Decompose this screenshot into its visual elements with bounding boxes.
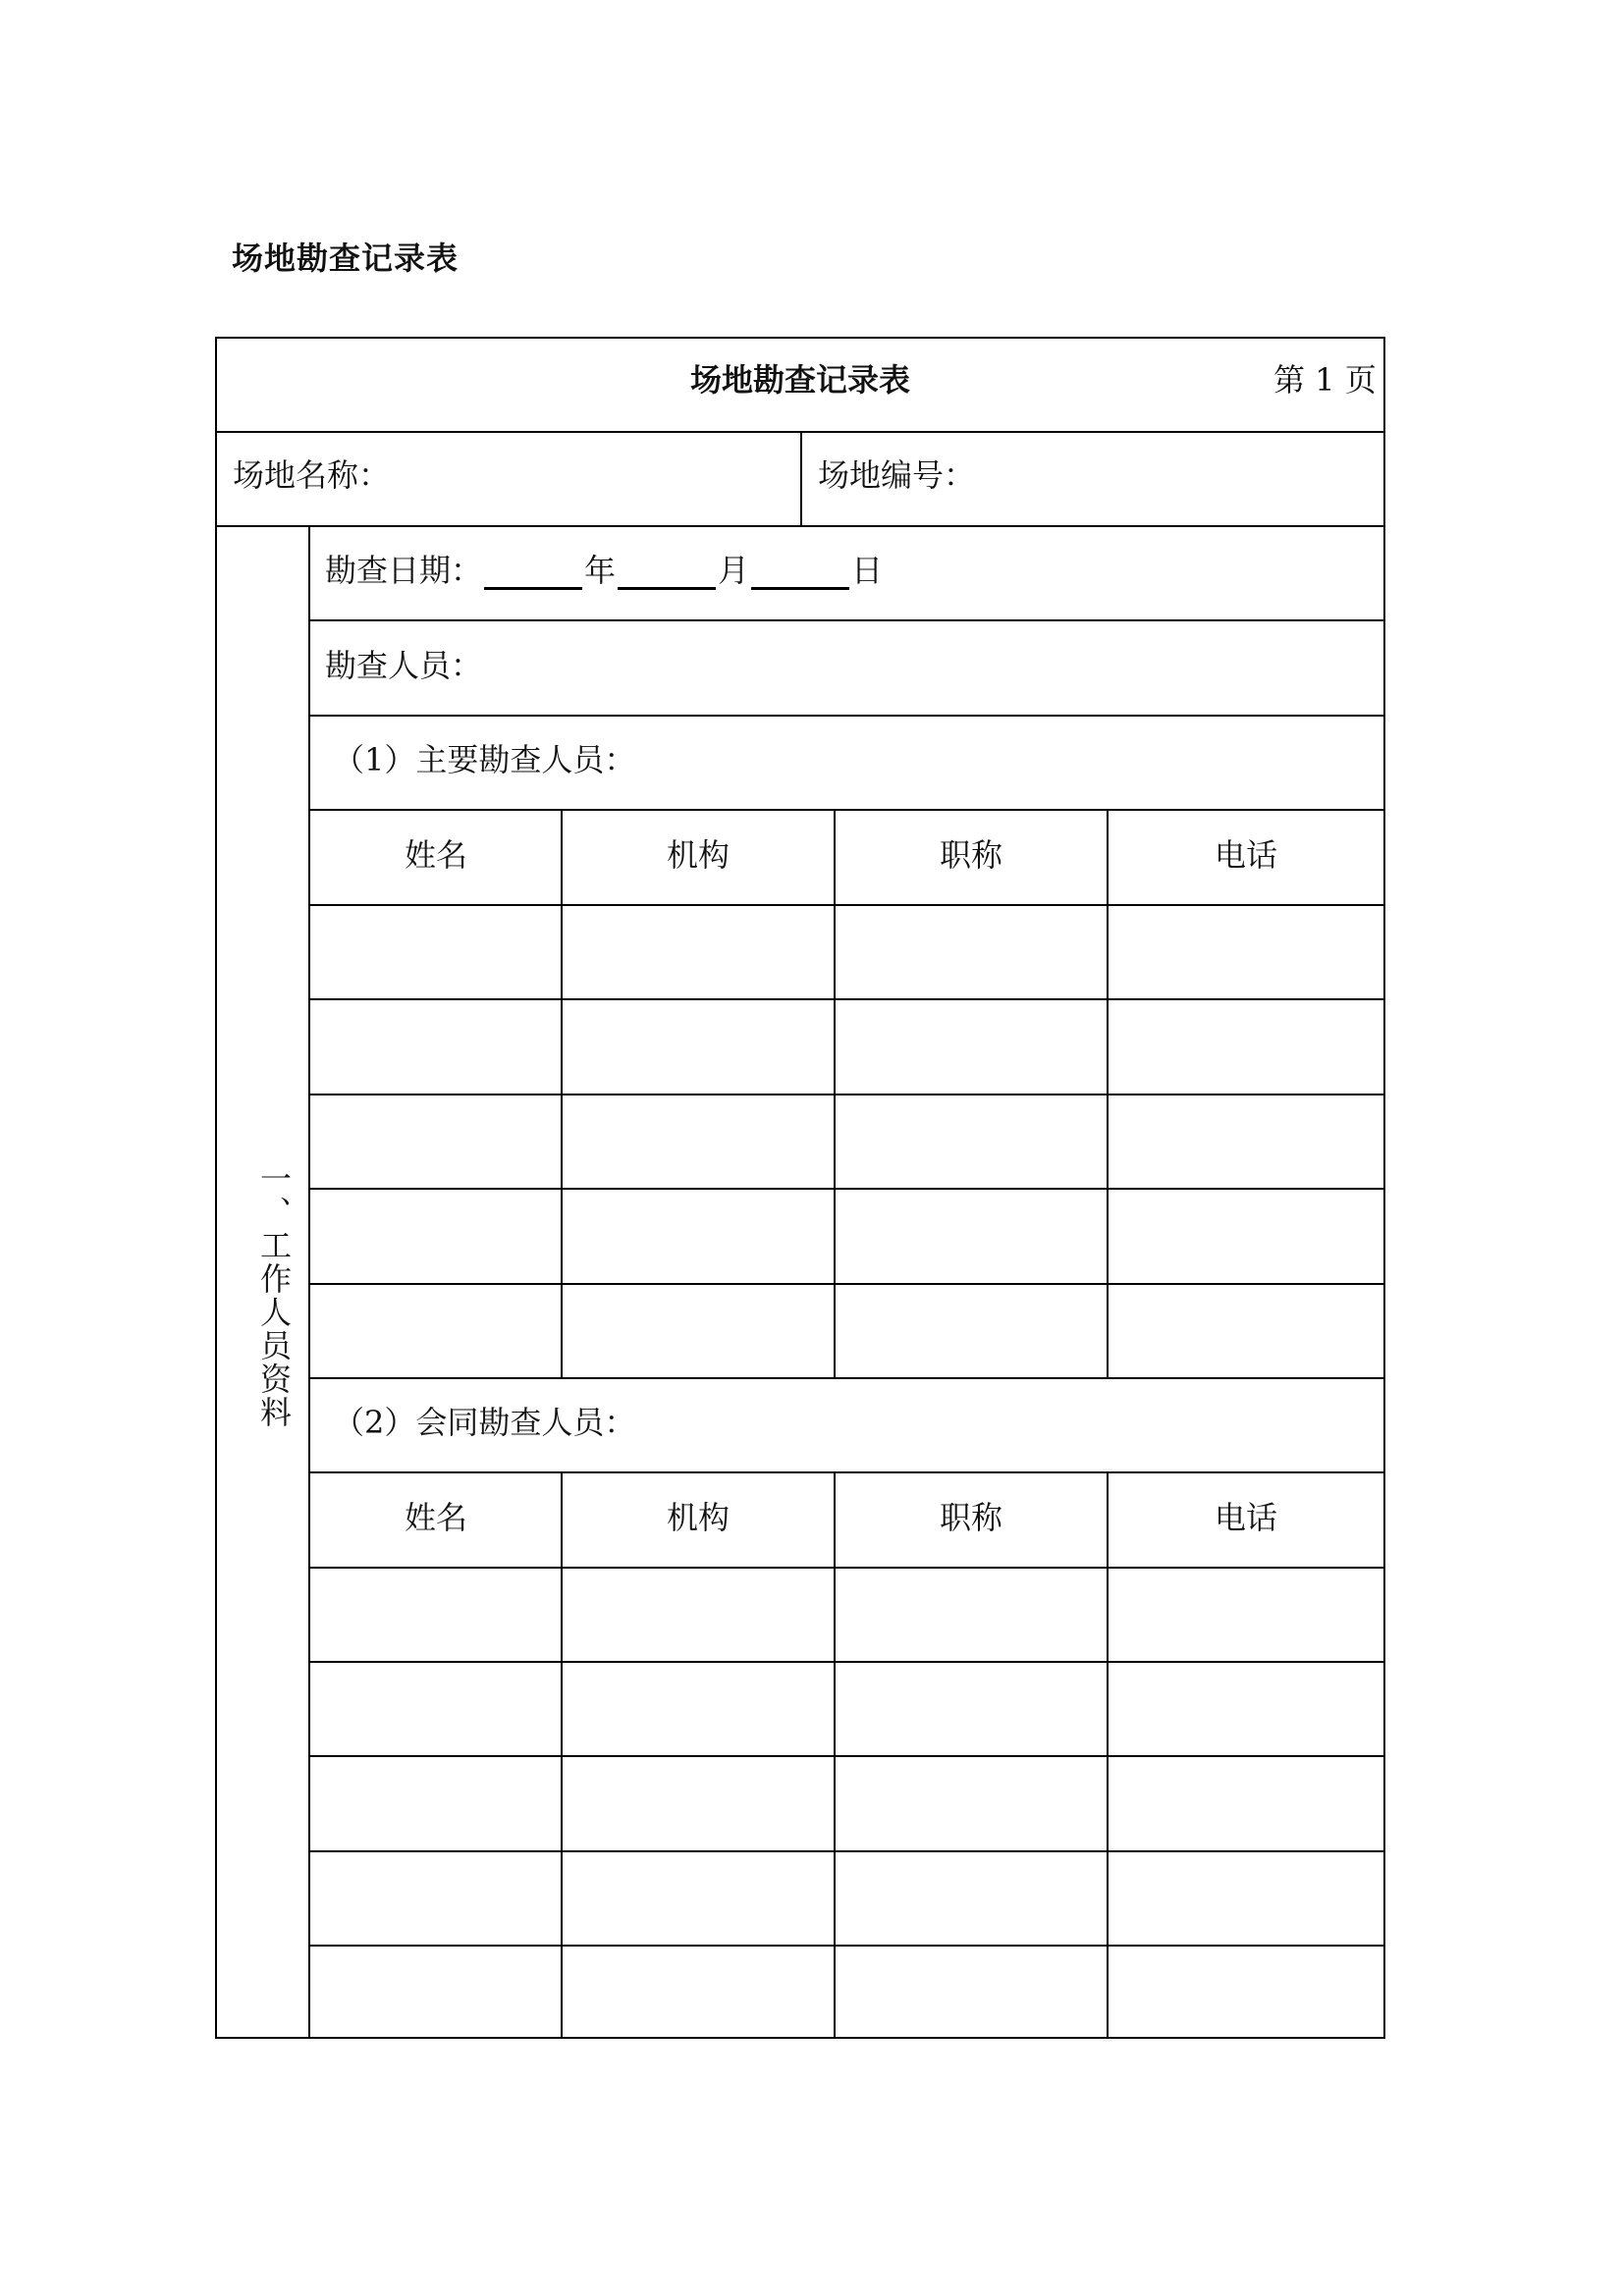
day-label: 日 xyxy=(851,552,884,589)
document-title: 场地勘查记录表 xyxy=(232,240,460,277)
section-label: 一、工作人员资料 xyxy=(255,1162,293,1429)
row-divider xyxy=(308,1377,1383,1379)
joint-col-org: 机构 xyxy=(666,1499,730,1536)
main-col-phone: 电话 xyxy=(1214,836,1277,874)
main-table-row[interactable] xyxy=(310,1095,1383,1188)
joint-inspectors-label: （2）会同勘查人员： xyxy=(333,1404,636,1441)
joint-table-row[interactable] xyxy=(310,1852,1383,1945)
survey-date-row xyxy=(325,551,883,590)
row-divider xyxy=(308,1471,1383,1473)
joint-table-row[interactable] xyxy=(310,1569,1383,1661)
joint-table-row[interactable] xyxy=(310,1663,1383,1755)
site-name-field[interactable] xyxy=(404,441,786,519)
month-label: 月 xyxy=(718,552,750,589)
main-col-name: 姓名 xyxy=(404,836,467,874)
joint-table-row[interactable] xyxy=(310,1757,1383,1850)
joint-table-row[interactable] xyxy=(310,1947,1383,2037)
day-field[interactable] xyxy=(751,558,849,590)
main-inspectors-label: （1）主要勘查人员： xyxy=(333,741,636,778)
main-col-title: 职称 xyxy=(939,836,1002,874)
main-table-row[interactable] xyxy=(310,1285,1383,1377)
form-title: 场地勘查记录表 xyxy=(689,361,910,399)
row-divider xyxy=(308,715,1383,717)
row-divider xyxy=(217,525,1383,527)
page-number: 第 1 页 xyxy=(1273,361,1377,399)
inspectors-label: 勘查人员： xyxy=(325,647,483,684)
site-survey-form xyxy=(215,337,1385,2039)
site-number-label: 场地编号： xyxy=(818,456,976,494)
joint-col-phone: 电话 xyxy=(1214,1499,1277,1536)
row-divider xyxy=(308,619,1383,621)
year-label: 年 xyxy=(584,552,617,589)
column-divider xyxy=(800,431,802,525)
main-col-org: 机构 xyxy=(666,836,730,874)
main-table-row[interactable] xyxy=(310,906,1383,998)
month-field[interactable] xyxy=(618,558,716,590)
site-number-field[interactable] xyxy=(993,441,1376,519)
main-table-row[interactable] xyxy=(310,1190,1383,1283)
main-table-row[interactable] xyxy=(310,1000,1383,1094)
joint-col-name: 姓名 xyxy=(404,1499,467,1536)
row-divider xyxy=(308,809,1383,811)
survey-date-label: 勘查日期： xyxy=(325,552,483,589)
site-name-label: 场地名称： xyxy=(233,456,391,494)
year-field[interactable] xyxy=(484,558,582,590)
joint-col-title: 职称 xyxy=(939,1499,1002,1536)
